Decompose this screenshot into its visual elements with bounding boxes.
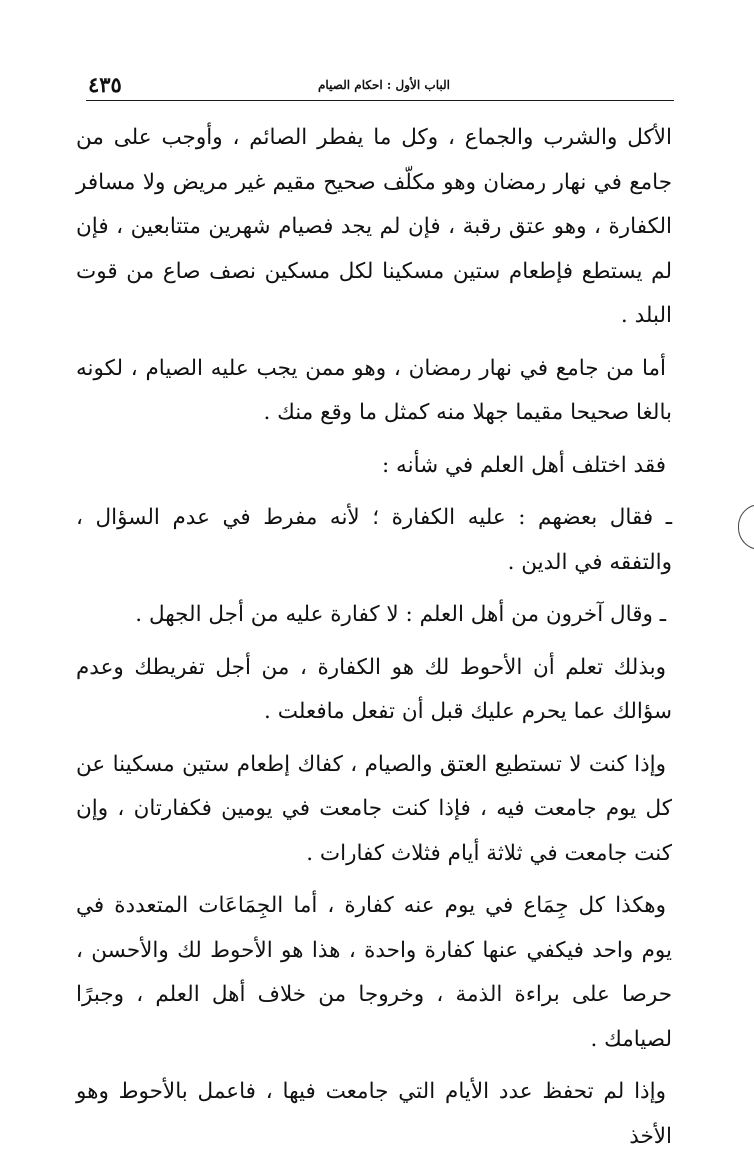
margin-bracket-mark [738, 504, 754, 550]
paragraph-8: وهكذا كل جِمَاع في يوم عنه كفارة ، أما الجِمَاعَات المتعددة في يوم واحد فيكفي عنها كفارة واحدة ، هذا هو الأحوط لك والأحسن ، حرصا على براءة الذمة ، وخروجا من خلاف أهل العلم ، وجبرًا لصيامك . [76, 893, 672, 1052]
page-number: ٤٣٥ [88, 72, 122, 97]
page-header [86, 70, 674, 100]
paragraph-1: الأكل والشرب والجماع ، وكل ما يفطر الصائم ، وأوجب على من جامع في نهار رمضان وهو مكلّف صحيح مقيم غير مريض ولا مسافر الكفارة ، وهو عتق رقبة ، فإن لم يجد فصيام شهرين متتابعين ، فإن لم يستطع فإطعام ستين مسكينا لكل مسكين نصف صاع من قوت البلد . [76, 125, 672, 328]
page-body [76, 116, 672, 1167]
paragraph-7: وإذا كنت لا تستطيع العتق والصيام ، كفاك إطعام ستين مسكينا عن كل يوم جامعت فيه ، فإذا كنت جامعت في يومين فكفارتان ، وإن كنت جامعت في ثلاثة أيام فثلاث كفارات . [76, 751, 672, 866]
paragraph-6: وبذلك تعلم أن الأحوط لك هو الكفارة ، من أجل تفريطك وعدم سؤالك عما يحرم عليك قبل أن تفعل مافعلت . [76, 654, 672, 724]
paragraph-9: وإذا لم تحفظ عدد الأيام التي جامعت فيها ، فاعمل بالأحوط وهو الأخذ [76, 1079, 672, 1149]
paragraph-3: فقد اختلف أهل العلم في شأنه : [381, 452, 666, 478]
paragraph-5: ـ وقال آخرون من أهل العلم : لا كفارة عليه من أجل الجهل . [135, 602, 666, 627]
paragraph-4: ـ فقال بعضهم : عليه الكفارة ؛ لأنه مفرط في عدم السؤال ، والتفقه في الدين . [76, 505, 672, 575]
running-title: الباب الأول : احكام الصيام [318, 78, 450, 92]
header-rule [86, 100, 674, 101]
paragraph-2: أما من جامع في نهار رمضان ، وهو ممن يجب عليه الصيام ، لكونه بالغا صحيحا مقيما جهلا منه كمثل ما وقع منك . [76, 355, 672, 425]
